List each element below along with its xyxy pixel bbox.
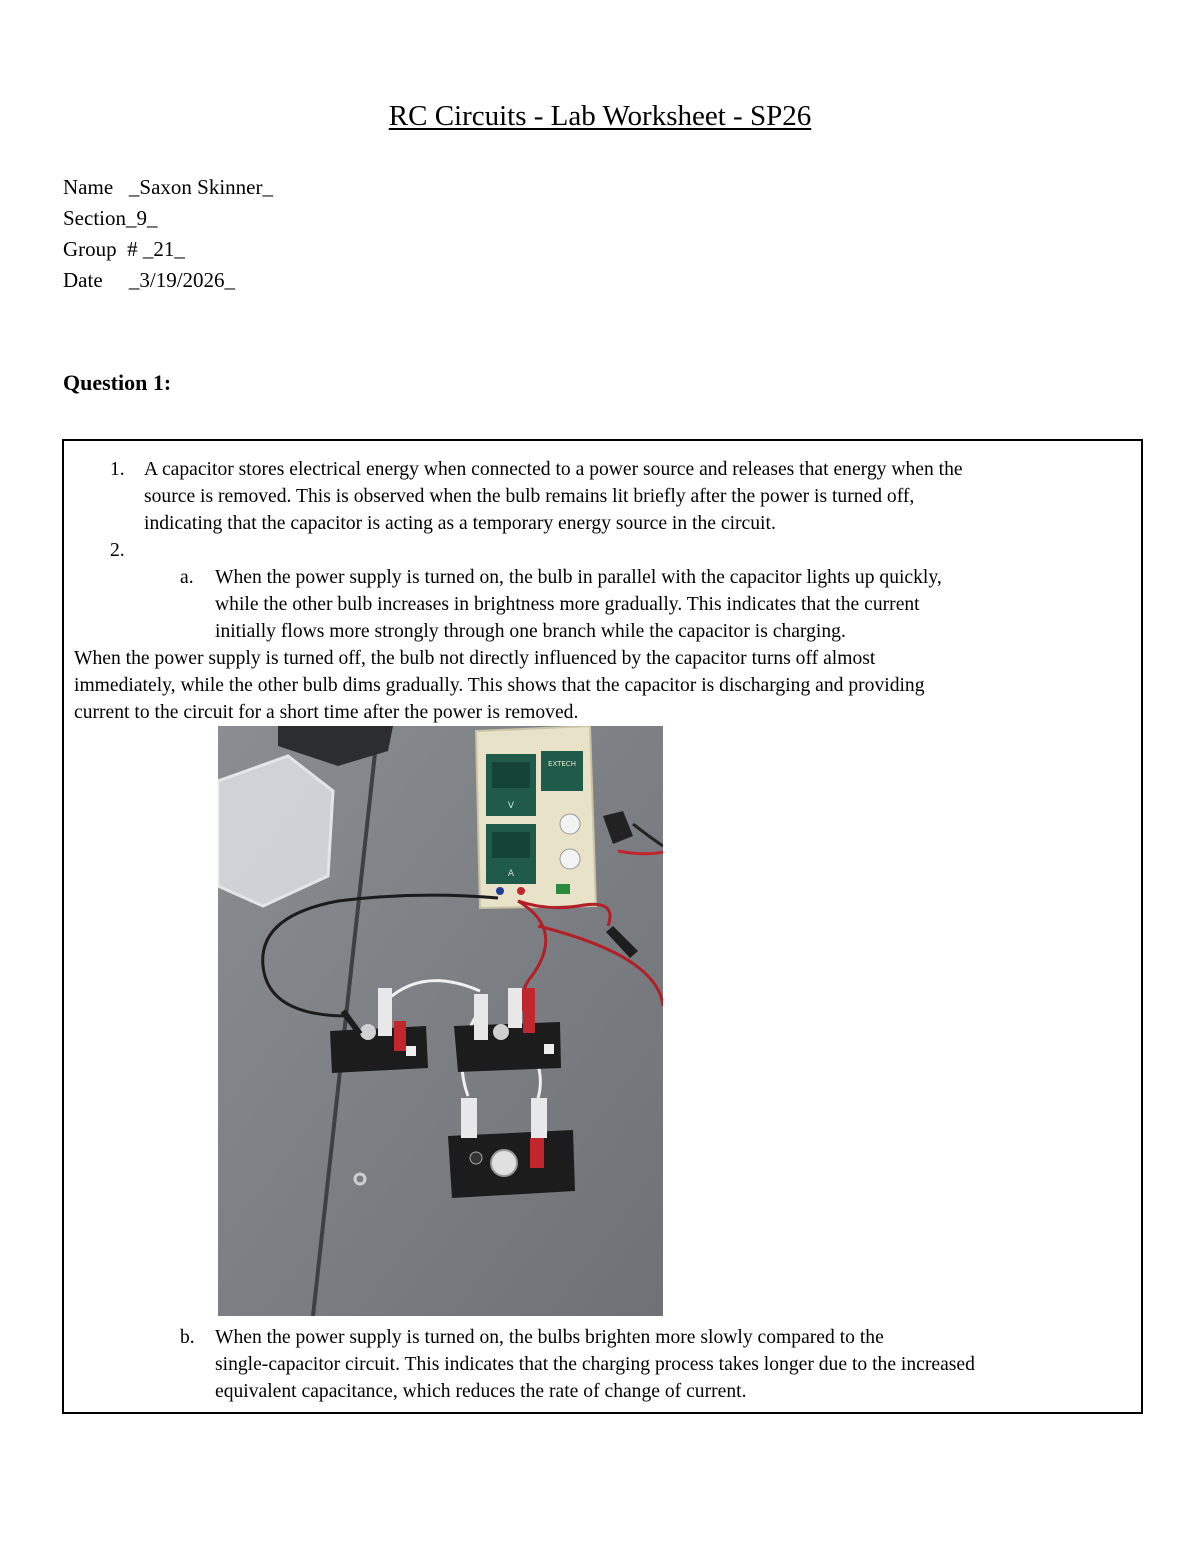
item-2a-continued-line: current to the circuit for a short time after the power is removed. [74, 702, 579, 723]
lab-setup-photo [218, 726, 663, 1316]
item-2b-marker: b. [180, 1327, 195, 1348]
name-line: Name _Saxon Skinner_ [63, 175, 273, 199]
section-line: Section_9_ [63, 206, 158, 230]
item-1-line: A capacitor stores electrical energy when connected to a power source and releases that energy when the [144, 459, 963, 480]
question-heading: Question 1: [63, 370, 172, 395]
amp-unit-label: A [507, 869, 515, 879]
item-2b-line: When the power supply is turned on, the bulbs brighten more slowly compared to the [215, 1327, 884, 1348]
item-2b-text [215, 1324, 975, 1405]
item-1-marker: 1. [110, 459, 125, 480]
item-2-marker: 2. [110, 540, 125, 561]
volt-unit-label: V [507, 801, 515, 811]
item-2a-continued-line: When the power supply is turned off, the bulb not directly influenced by the capacitor turns off almost [74, 648, 876, 669]
item-1-line: source is removed. This is observed when the bulb remains lit briefly after the power is turned off, [144, 486, 915, 507]
power-supply [476, 726, 596, 908]
item-1-line: indicating that the capacitor is acting as a temporary energy source in the circuit. [144, 513, 776, 534]
item-2a-line: while the other bulb increases in brightness more gradually. This indicates that the current [215, 594, 920, 615]
brand-label: EXTECH [548, 760, 576, 768]
item-2b-line: single-capacitor circuit. This indicates that the charging process takes longer due to the increased [215, 1354, 975, 1375]
item-2a-marker: a. [180, 567, 194, 588]
student-info [63, 172, 273, 296]
item-2a-text [215, 564, 942, 645]
item-2a-continued [74, 645, 925, 726]
page-title: RC Circuits - Lab Worksheet - SP26 [388, 100, 812, 132]
item-2a-continued-line: immediately, while the other bulb dims gradually. This shows that the capacitor is discharging and providing [74, 675, 925, 696]
group-line: Group # _21_ [63, 237, 185, 261]
answer-box [62, 439, 1143, 1414]
item-2b-line: equivalent capacitance, which reduces the rate of change of current. [215, 1381, 747, 1402]
item-2a-line: initially flows more strongly through one branch while the capacitor is charging. [215, 621, 846, 642]
date-line: Date _3/19/2026_ [63, 268, 236, 292]
item-2a-line: When the power supply is turned on, the bulb in parallel with the capacitor lights up quickly, [215, 567, 942, 588]
item-1-text [144, 456, 963, 537]
